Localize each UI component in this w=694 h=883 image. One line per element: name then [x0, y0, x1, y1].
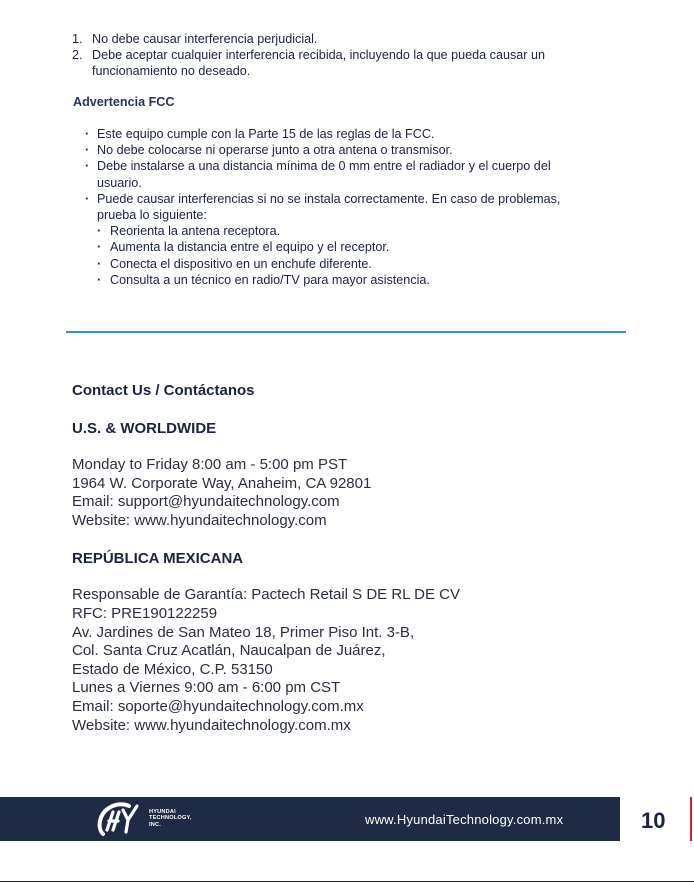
mx-hours: Lunes a Viernes 9:00 am - 6:00 pm CST: [72, 679, 341, 697]
mx-website: Website: www.hyundaitechnology.com.mx: [72, 716, 351, 734]
page-number: 10: [641, 808, 666, 833]
mx-email: Email: soporte@hyundaitechnology.com.mx: [72, 697, 364, 715]
fcc-warning-heading: Advertencia FCC: [73, 95, 175, 109]
hyundai-logo-icon: [95, 800, 141, 838]
sub-bullet-item: · Conecta el dispositivo en un enchufe diferente.: [97, 256, 585, 272]
mexico-heading: REPÚBLICA MEXICANA: [72, 549, 244, 567]
section-divider: [66, 331, 626, 333]
us-website: Website: www.hyundaitechnology.com: [72, 511, 327, 529]
bullet-text: Puede causar interferencias si no se instala correctamente. En caso de problemas, prueba lo siguiente:: [97, 191, 561, 223]
item-text: No debe causar interferencia perjudicial.: [92, 32, 318, 46]
footer-website-link[interactable]: www.HyundaiTechnology.com.mx: [365, 812, 564, 827]
us-worldwide-heading: U.S. & WORLDWIDE: [72, 419, 217, 437]
compliance-numbered-list: [72, 31, 592, 80]
sub-bullet-item: · Reorienta la antena receptora.: [97, 223, 585, 239]
mx-address-line-1: Av. Jardines de San Mateo 18, Primer Piso Int. 3-B,: [72, 623, 415, 641]
us-email: Email: support@hyundaitechnology.com: [72, 493, 340, 511]
sub-bullet-item: · Aumenta la distancia entre el equipo y el receptor.: [97, 239, 585, 255]
contact-title: Contact Us / Contáctanos: [72, 382, 255, 399]
us-hours: Monday to Friday 8:00 am - 5:00 pm PST: [72, 456, 348, 473]
numbered-item: [72, 31, 592, 47]
sub-bullet-item: · Consulta a un técnico en radio/TV para mayor asistencia.: [97, 272, 585, 288]
bullet-item: · No debe colocarse ni operarse junto a otra antena o transmisor.: [85, 142, 585, 158]
mx-address-line-2: Col. Santa Cruz Acatlán, Naucalpan de Juárez,: [72, 642, 386, 660]
mx-warranty-holder: Responsable de Garantía: Pactech Retail S DE RL DE CV: [72, 586, 460, 604]
logo-wordmark: HYUNDAI TECHNOLOGY, INC.: [149, 809, 192, 828]
mx-address-line-3: Estado de México, C.P. 53150: [72, 660, 273, 678]
bullet-item: · Este equipo cumple con la Parte 15 de las reglas de la FCC.: [85, 126, 585, 142]
contact-section: [72, 381, 632, 735]
numbered-item: [72, 47, 592, 79]
mx-rfc: RFC: PRE190122259: [72, 604, 218, 622]
page-edge-accent: [690, 797, 692, 841]
us-address: 1964 W. Corporate Way, Anaheim, CA 92801: [72, 474, 372, 492]
item-text: Debe aceptar cualquier interferencia recibida, incluyendo la que pueda causar un funcionamiento no deseado.: [92, 48, 545, 79]
fcc-bullet-list: [85, 126, 585, 288]
page-bottom-rule: [0, 881, 694, 882]
item-number: 2.: [72, 48, 83, 63]
bullet-item: · Debe instalarse a una distancia mínima de 0 mm entre el radiador y el cuerpo del usuario.: [85, 158, 585, 190]
bullet-item: [85, 191, 585, 288]
item-number: 1.: [72, 32, 83, 46]
troubleshoot-sub-list: [97, 223, 585, 288]
